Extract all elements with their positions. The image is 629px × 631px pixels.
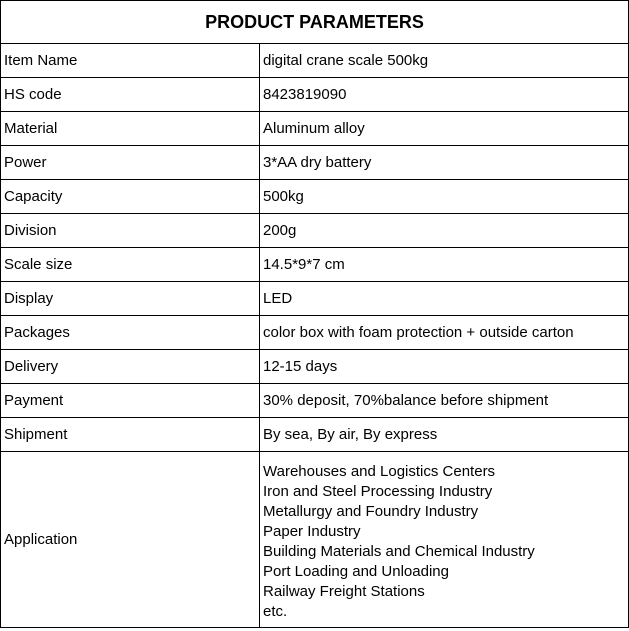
table-row-item-name: [1, 44, 629, 78]
row-value: color box with foam protection + outside carton: [260, 316, 629, 350]
row-label: Power: [1, 146, 260, 180]
row-value: LED: [260, 282, 629, 316]
row-label: Capacity: [1, 180, 260, 214]
table-row-delivery: [1, 350, 629, 384]
application-list: [263, 458, 628, 622]
table-row-payment: [1, 384, 629, 418]
table-row-shipment: [1, 418, 629, 452]
list-item: Port Loading and Unloading: [263, 562, 449, 580]
row-label: Delivery: [1, 350, 260, 384]
row-value: 200g: [260, 214, 629, 248]
table-row-material: [1, 112, 629, 146]
row-value: 3*AA dry battery: [260, 146, 629, 180]
list-item: Paper Industry: [263, 522, 361, 540]
row-label: Shipment: [1, 418, 260, 452]
row-label: Display: [1, 282, 260, 316]
row-value: By sea, By air, By express: [260, 418, 629, 452]
row-value: Aluminum alloy: [260, 112, 629, 146]
row-label: Material: [1, 112, 260, 146]
table-row-application: [1, 452, 629, 628]
row-value: 14.5*9*7 cm: [260, 248, 629, 282]
row-label: Packages: [1, 316, 260, 350]
table-row-power: [1, 146, 629, 180]
table-row-scale-size: [1, 248, 629, 282]
table-row-division: [1, 214, 629, 248]
table-row-hs-code: [1, 78, 629, 112]
row-value: digital crane scale 500kg: [260, 44, 629, 78]
list-item: Building Materials and Chemical Industry: [263, 542, 535, 560]
row-label: Item Name: [1, 44, 260, 78]
application-list-cell: [260, 452, 629, 628]
list-item: Iron and Steel Processing Industry: [263, 482, 493, 500]
row-label: Division: [1, 214, 260, 248]
table-row-display: [1, 282, 629, 316]
row-value: 500kg: [260, 180, 629, 214]
table-title: PRODUCT PARAMETERS: [1, 1, 629, 44]
list-item: Metallurgy and Foundry Industry: [263, 502, 479, 520]
list-item: Warehouses and Logistics Centers: [263, 462, 496, 480]
row-label: HS code: [1, 78, 260, 112]
table-row-capacity: [1, 180, 629, 214]
table-row-packages: [1, 316, 629, 350]
list-item: Railway Freight Stations: [263, 582, 425, 600]
row-label: Scale size: [1, 248, 260, 282]
row-value: 30% deposit, 70%balance before shipment: [260, 384, 629, 418]
list-item: etc.: [263, 602, 288, 620]
row-value: 12-15 days: [260, 350, 629, 384]
title-row: [1, 1, 629, 44]
row-value: 8423819090: [260, 78, 629, 112]
row-label: Application: [1, 452, 260, 628]
row-label: Payment: [1, 384, 260, 418]
